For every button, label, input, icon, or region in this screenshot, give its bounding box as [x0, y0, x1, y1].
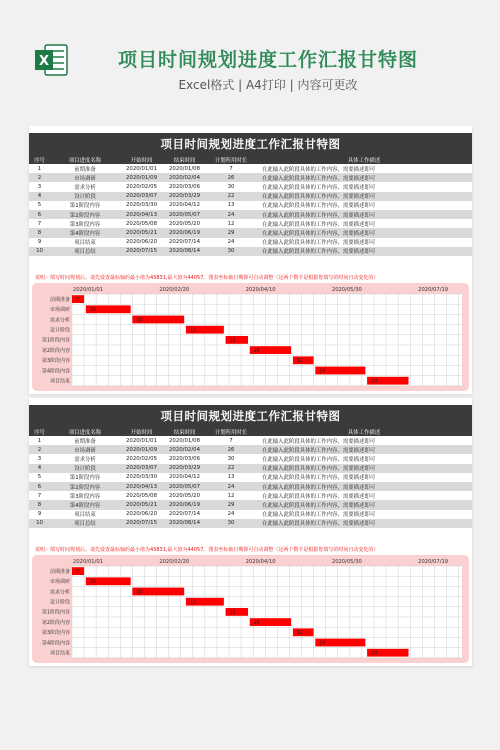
gantt-chart-svg — [32, 283, 469, 391]
cell-desc: 在此输入此阶段具体的工作内容，需要描述即可 — [256, 164, 472, 173]
cell-name: 市场调研 — [50, 173, 120, 182]
bar-value-label: 30 — [136, 590, 143, 596]
sheet-title: 项目时间规划进度工作汇报甘特图 — [29, 405, 472, 427]
table-row — [29, 192, 472, 201]
cell-start: 2020/01/01 — [120, 436, 163, 445]
cell-desc: 在此输入此阶段具体的工作内容，需要描述即可 — [256, 510, 472, 519]
cell-end: 2020/05/20 — [163, 219, 206, 228]
cell-desc: 在此输入此阶段具体的工作内容，需要描述即可 — [256, 219, 472, 228]
cell-days: 22 — [206, 464, 256, 473]
cell-name: 项目结束 — [50, 238, 120, 247]
x-tick-label: 2020/02/20 — [159, 287, 190, 293]
bar-value-label: 24 — [371, 651, 378, 657]
cell-name: 项目总结 — [50, 519, 120, 528]
bar-value-label: 24 — [371, 379, 378, 385]
cell-desc: 在此输入此阶段具体的工作内容，需要描述即可 — [256, 201, 472, 210]
table-row — [29, 473, 472, 482]
x-tick-label: 2020/07/19 — [418, 559, 449, 565]
cell-start: 2020/03/07 — [120, 464, 163, 473]
x-tick-label: 2020/05/30 — [331, 287, 362, 293]
cell-days: 24 — [206, 210, 256, 219]
bar-value-label: 30 — [136, 318, 143, 324]
cell-desc: 在此输入此阶段具体的工作内容，需要描述即可 — [256, 500, 472, 509]
x-tick-label: 2020/04/10 — [245, 287, 276, 293]
cell-no: 9 — [29, 510, 50, 519]
category-label: 第2阶段内容 — [41, 619, 70, 626]
cell-desc: 在此输入此阶段具体的工作内容，需要描述即可 — [256, 173, 472, 182]
cell-no: 10 — [29, 519, 50, 528]
cell-no: 8 — [29, 500, 50, 509]
cell-desc: 在此输入此阶段具体的工作内容，需要描述即可 — [256, 491, 472, 500]
bar-value-label: 12 — [296, 631, 303, 637]
table-row — [29, 210, 472, 219]
column-header: 序号 — [29, 155, 50, 164]
cell-desc: 在此输入此阶段具体的工作内容，需要描述即可 — [256, 436, 472, 445]
column-header: 计划所用时长 — [206, 155, 256, 164]
table-row — [29, 436, 472, 445]
cell-name: 第2阶段内容 — [50, 482, 120, 491]
cell-end: 2020/04/12 — [163, 473, 206, 482]
x-tick-label: 2020/02/20 — [159, 559, 190, 565]
cell-no: 5 — [29, 201, 50, 210]
cell-end: 2020/08/14 — [163, 247, 206, 256]
cell-days: 24 — [206, 238, 256, 247]
cell-desc: 在此输入此阶段具体的工作内容，需要描述即可 — [256, 182, 472, 191]
category-label: 第1阶段内容 — [41, 609, 70, 616]
cell-start: 2020/02/05 — [120, 182, 163, 191]
cell-end: 2020/06/19 — [163, 500, 206, 509]
cell-start: 2020/06/20 — [120, 510, 163, 519]
cell-desc: 在此输入此阶段具体的工作内容，需要描述即可 — [256, 210, 472, 219]
cell-start: 2020/03/30 — [120, 473, 163, 482]
cell-no: 6 — [29, 210, 50, 219]
cell-days: 7 — [206, 164, 256, 173]
cell-days: 30 — [206, 519, 256, 528]
cell-end: 2020/07/14 — [163, 510, 206, 519]
gantt-chart — [32, 283, 469, 391]
cell-end: 2020/02/04 — [163, 173, 206, 182]
cell-end: 2020/03/06 — [163, 182, 206, 191]
cell-end: 2020/05/07 — [163, 482, 206, 491]
cell-desc: 在此输入此阶段具体的工作内容，需要描述即可 — [256, 228, 472, 237]
table-row — [29, 228, 472, 237]
cell-name: 第2阶段内容 — [50, 210, 120, 219]
cell-end: 2020/06/19 — [163, 228, 206, 237]
x-tick-label: 2020/04/10 — [245, 559, 276, 565]
cell-desc: 在此输入此阶段具体的工作内容，需要描述即可 — [256, 473, 472, 482]
cell-end: 2020/03/29 — [163, 464, 206, 473]
cell-days: 24 — [206, 482, 256, 491]
x-tick-label: 2020/01/01 — [73, 287, 103, 293]
table-row — [29, 173, 472, 182]
category-label: 设计阶段 — [49, 599, 70, 606]
sheet-preview-1 — [29, 126, 472, 394]
table-row — [29, 219, 472, 228]
x-tick-label: 2020/07/19 — [418, 287, 449, 293]
x-tick-label: 2020/05/30 — [331, 559, 362, 565]
cell-name: 第4阶段内容 — [50, 228, 120, 237]
category-label: 第2阶段内容 — [41, 347, 70, 354]
cell-name: 第3阶段内容 — [50, 219, 120, 228]
cell-days: 22 — [206, 192, 256, 201]
column-header: 项目进度名称 — [50, 427, 120, 436]
task-table — [29, 155, 472, 256]
cell-start: 2020/06/20 — [120, 238, 163, 247]
cell-end: 2020/03/29 — [163, 192, 206, 201]
task-table-body — [29, 436, 472, 528]
cell-days: 29 — [206, 228, 256, 237]
cell-no: 7 — [29, 219, 50, 228]
cell-start: 2020/04/13 — [120, 210, 163, 219]
cell-name: 第4阶段内容 — [50, 500, 120, 509]
category-label: 市场调研 — [49, 307, 70, 314]
bar-value-label: 22 — [189, 600, 197, 606]
category-label: 第4阶段内容 — [41, 368, 70, 375]
table-row — [29, 454, 472, 463]
table-row — [29, 500, 472, 509]
instruction-note: 说明：填写时间规划后。请先设置最标轴的最小值为43831,最大值为44057。图表坐标轴日期即可自动调整（这两个数字是根据您填写的时间自动变化的） — [35, 275, 379, 281]
column-header: 结束时间 — [163, 155, 206, 164]
cell-no: 3 — [29, 454, 50, 463]
category-label: 设计阶段 — [49, 327, 70, 334]
cell-days: 26 — [206, 173, 256, 182]
bar-value-label: 12 — [296, 359, 303, 365]
bar-value-label: 26 — [89, 308, 96, 314]
cell-days: 13 — [206, 201, 256, 210]
cell-days: 12 — [206, 491, 256, 500]
table-row — [29, 238, 472, 247]
cell-end: 2020/07/14 — [163, 238, 206, 247]
cell-start: 2020/05/21 — [120, 500, 163, 509]
cell-name: 第1阶段内容 — [50, 473, 120, 482]
category-label: 需求分析 — [49, 589, 70, 596]
cell-name: 项目总结 — [50, 247, 120, 256]
cell-no: 7 — [29, 491, 50, 500]
table-row — [29, 201, 472, 210]
cell-name: 前期准备 — [50, 436, 120, 445]
cell-no: 2 — [29, 173, 50, 182]
cell-desc: 在此输入此阶段具体的工作内容，需要描述即可 — [256, 519, 472, 528]
cell-name: 需求分析 — [50, 454, 120, 463]
cell-name: 设计阶段 — [50, 464, 120, 473]
column-header: 开始时间 — [120, 427, 163, 436]
bar-value-label: 7 — [76, 297, 80, 303]
cell-end: 2020/05/07 — [163, 210, 206, 219]
column-header: 具体工作描述 — [256, 427, 472, 436]
gantt-chart — [32, 555, 469, 663]
cell-days: 24 — [206, 510, 256, 519]
bar-value-label: 26 — [89, 580, 96, 586]
cell-end: 2020/02/04 — [163, 445, 206, 454]
column-header: 序号 — [29, 427, 50, 436]
table-row — [29, 182, 472, 191]
cell-start: 2020/07/15 — [120, 247, 163, 256]
cell-no: 4 — [29, 464, 50, 473]
instruction-note: 说明：填写时间规划后。请先设置最标轴的最小值为43831,最大值为44057。图表坐标轴日期即可自动调整（这两个数字是根据您填写的时间自动变化的） — [35, 547, 379, 553]
bar-value-label: 24 — [253, 348, 260, 354]
gantt-chart-svg — [32, 555, 469, 663]
cell-no: 5 — [29, 473, 50, 482]
cell-name: 设计阶段 — [50, 192, 120, 201]
bar-value-label: 29 — [319, 641, 326, 647]
table-row — [29, 464, 472, 473]
cell-start: 2020/02/05 — [120, 454, 163, 463]
cell-days: 12 — [206, 219, 256, 228]
page-subtitle: Excel格式 | A4打印 | 内容可更改 — [178, 78, 358, 92]
category-label: 项目结束 — [49, 650, 70, 657]
bar-value-label: 13 — [229, 338, 236, 344]
table-row — [29, 491, 472, 500]
cell-days: 30 — [206, 247, 256, 256]
cell-no: 4 — [29, 192, 50, 201]
category-label: 前期准备 — [49, 296, 70, 303]
cell-no: 2 — [29, 445, 50, 454]
bar-value-label: 7 — [76, 569, 80, 575]
bar-value-label: 13 — [229, 610, 236, 616]
cell-no: 8 — [29, 228, 50, 237]
cell-start: 2020/03/07 — [120, 192, 163, 201]
column-header: 开始时间 — [120, 155, 163, 164]
category-label: 市场调研 — [49, 579, 70, 586]
sheet-title: 项目时间规划进度工作汇报甘特图 — [29, 133, 472, 155]
category-label: 第3阶段内容 — [41, 358, 70, 365]
cell-end: 2020/01/08 — [163, 164, 206, 173]
cell-start: 2020/05/08 — [120, 491, 163, 500]
table-row — [29, 164, 472, 173]
cell-desc: 在此输入此阶段具体的工作内容，需要描述即可 — [256, 247, 472, 256]
cell-no: 10 — [29, 247, 50, 256]
cell-start: 2020/04/13 — [120, 482, 163, 491]
cell-end: 2020/04/12 — [163, 201, 206, 210]
cell-desc: 在此输入此阶段具体的工作内容，需要描述即可 — [256, 238, 472, 247]
cell-no: 9 — [29, 238, 50, 247]
cell-name: 需求分析 — [50, 182, 120, 191]
cell-name: 第1阶段内容 — [50, 201, 120, 210]
cell-name: 第3阶段内容 — [50, 491, 120, 500]
column-header: 计划所用时长 — [206, 427, 256, 436]
cell-desc: 在此输入此阶段具体的工作内容，需要描述即可 — [256, 192, 472, 201]
cell-start: 2020/03/30 — [120, 201, 163, 210]
cell-name: 前期准备 — [50, 164, 120, 173]
cell-days: 7 — [206, 436, 256, 445]
cell-end: 2020/03/06 — [163, 454, 206, 463]
excel-logo-letter: X — [38, 54, 50, 69]
page-title: 项目时间规划进度工作汇报甘特图 — [117, 49, 418, 71]
cell-no: 3 — [29, 182, 50, 191]
cell-no: 6 — [29, 482, 50, 491]
category-label: 第3阶段内容 — [41, 630, 70, 637]
category-label: 项目结束 — [49, 378, 70, 385]
table-row — [29, 519, 472, 528]
category-label: 需求分析 — [49, 317, 70, 324]
bar-value-label: 29 — [319, 369, 326, 375]
page-header — [0, 0, 500, 118]
cell-start: 2020/05/08 — [120, 219, 163, 228]
category-label: 第4阶段内容 — [41, 640, 70, 647]
cell-desc: 在此输入此阶段具体的工作内容，需要描述即可 — [256, 482, 472, 491]
cell-desc: 在此输入此阶段具体的工作内容，需要描述即可 — [256, 445, 472, 454]
x-tick-label: 2020/01/01 — [73, 559, 103, 565]
table-row — [29, 510, 472, 519]
column-header: 结束时间 — [163, 427, 206, 436]
cell-start: 2020/07/15 — [120, 519, 163, 528]
task-table-body — [29, 164, 472, 256]
cell-days: 29 — [206, 500, 256, 509]
category-label: 前期准备 — [49, 568, 70, 575]
category-label: 第1阶段内容 — [41, 337, 70, 344]
cell-desc: 在此输入此阶段具体的工作内容，需要描述即可 — [256, 454, 472, 463]
cell-start: 2020/01/09 — [120, 445, 163, 454]
cell-name: 项目结束 — [50, 510, 120, 519]
task-table — [29, 427, 472, 528]
cell-no: 1 — [29, 436, 50, 445]
cell-days: 30 — [206, 182, 256, 191]
table-row — [29, 482, 472, 491]
cell-start: 2020/05/21 — [120, 228, 163, 237]
cell-end: 2020/01/08 — [163, 436, 206, 445]
table-row — [29, 445, 472, 454]
cell-days: 26 — [206, 445, 256, 454]
sheet-preview-2 — [29, 398, 472, 666]
table-header-row — [29, 427, 472, 436]
cell-start: 2020/01/09 — [120, 173, 163, 182]
cell-end: 2020/05/20 — [163, 491, 206, 500]
cell-no: 1 — [29, 164, 50, 173]
cell-end: 2020/08/14 — [163, 519, 206, 528]
table-row — [29, 247, 472, 256]
column-header: 具体工作描述 — [256, 155, 472, 164]
cell-days: 30 — [206, 454, 256, 463]
column-header: 项目进度名称 — [50, 155, 120, 164]
cell-name: 市场调研 — [50, 445, 120, 454]
table-header-row — [29, 155, 472, 164]
cell-days: 13 — [206, 473, 256, 482]
bar-value-label: 22 — [189, 328, 197, 334]
bar-value-label: 24 — [253, 620, 260, 626]
cell-start: 2020/01/01 — [120, 164, 163, 173]
cell-desc: 在此输入此阶段具体的工作内容，需要描述即可 — [256, 464, 472, 473]
